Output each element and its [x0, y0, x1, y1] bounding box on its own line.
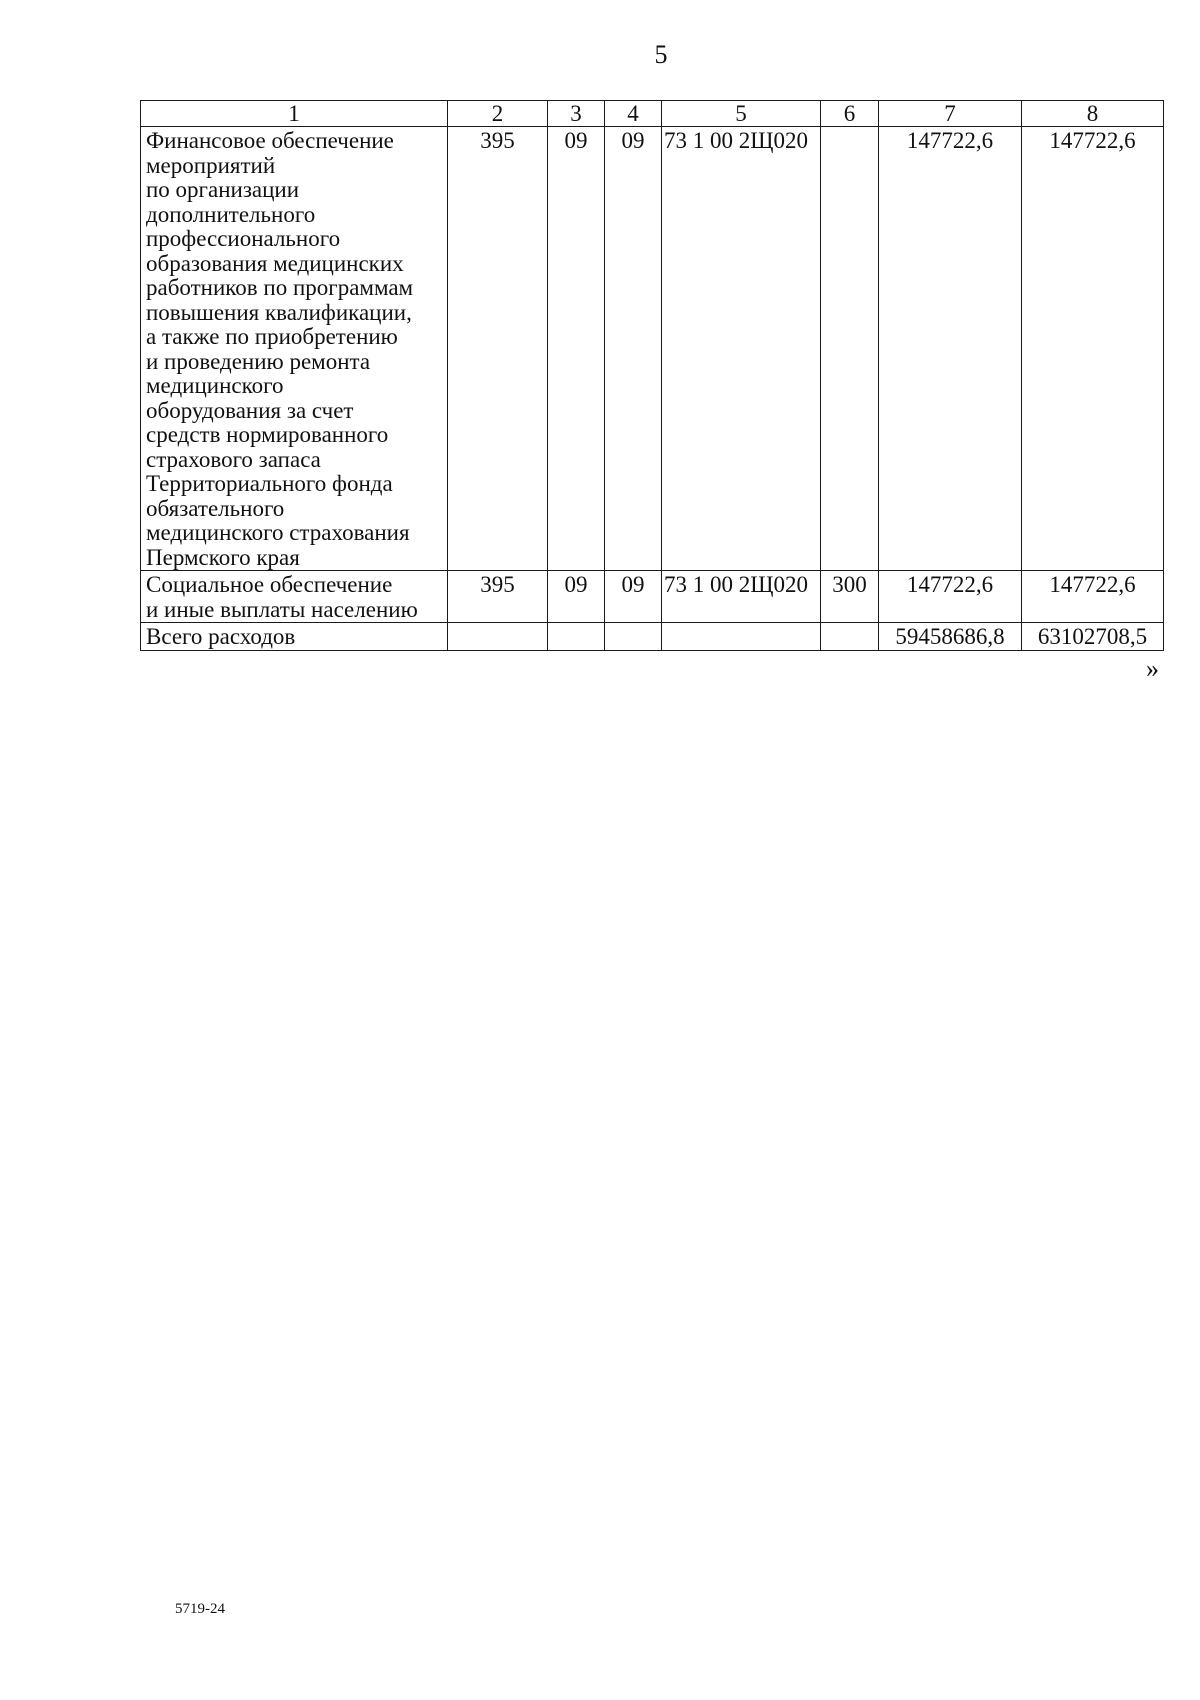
document-id: 5719-24 — [175, 1601, 225, 1617]
name-line: дополнительного — [146, 201, 316, 227]
name-line: медицинского — [146, 373, 284, 398]
total-row — [141, 623, 1164, 651]
section-code-cell: 09 — [548, 571, 605, 623]
subsection-code-cell: 09 — [605, 571, 662, 623]
empty-cell — [448, 623, 548, 651]
table-header-row — [141, 101, 1164, 127]
total-amount-col8: 63102708,5 — [1022, 623, 1164, 651]
ministry-code-cell: 395 — [448, 571, 548, 623]
name-line: оборудования за счет — [146, 397, 354, 423]
name-line: и проведению ремонта — [146, 348, 371, 374]
amount-cell-col7: 147722,6 — [879, 127, 1022, 571]
expense-type-cell: 300 — [821, 571, 879, 623]
name-line: медицинского страхования — [146, 520, 410, 545]
name-line: образования медицинских — [146, 250, 404, 276]
name-line: средств нормированного — [146, 422, 389, 447]
name-line: страхового запаса — [146, 446, 321, 472]
empty-cell — [821, 623, 879, 651]
name-line: и иные выплаты населению — [146, 596, 418, 622]
table-row — [141, 571, 1164, 623]
table-row — [141, 127, 1164, 571]
empty-cell — [605, 623, 662, 651]
amount-cell-col8: 147722,6 — [1022, 127, 1164, 571]
total-label-cell: Всего расходов — [141, 623, 448, 651]
name-line: Социальное обеспечение — [146, 572, 393, 597]
closing-quote: » — [1146, 654, 1159, 683]
budget-table — [140, 100, 1164, 651]
ministry-code-cell: 395 — [448, 127, 548, 571]
header-cell: 5 — [662, 101, 821, 127]
subsection-code-cell: 09 — [605, 127, 662, 571]
empty-cell — [548, 623, 605, 651]
name-line: по организации — [146, 177, 300, 202]
expense-type-cell — [821, 127, 879, 571]
section-code-cell: 09 — [548, 127, 605, 571]
row-name-cell — [141, 127, 448, 571]
page-number: 5 — [654, 40, 668, 69]
name-line: Территориального фонда — [146, 471, 393, 496]
target-article-cell: 73 1 00 2Щ020 — [662, 571, 821, 623]
name-line: Пермского края — [146, 544, 300, 570]
name-line: Финансовое обеспечение — [146, 128, 394, 153]
header-cell: 7 — [879, 101, 1022, 127]
name-line: работников по программам — [146, 275, 414, 300]
target-article-cell: 73 1 00 2Щ020 — [662, 127, 821, 571]
empty-cell — [662, 623, 821, 651]
header-cell: 4 — [605, 101, 662, 127]
name-line: а также по приобретению — [146, 324, 398, 349]
header-cell: 6 — [821, 101, 879, 127]
name-line: профессионального — [146, 226, 341, 251]
name-line: мероприятий — [146, 152, 276, 178]
row-name-cell — [141, 571, 448, 623]
name-line: повышения квалификации, — [146, 299, 412, 325]
header-cell: 8 — [1022, 101, 1164, 127]
header-cell: 1 — [141, 101, 448, 127]
amount-cell-col8: 147722,6 — [1022, 571, 1164, 623]
total-amount-col7: 59458686,8 — [879, 623, 1022, 651]
name-line: обязательного — [146, 495, 285, 521]
amount-cell-col7: 147722,6 — [879, 571, 1022, 623]
header-cell: 2 — [448, 101, 548, 127]
header-cell: 3 — [548, 101, 605, 127]
